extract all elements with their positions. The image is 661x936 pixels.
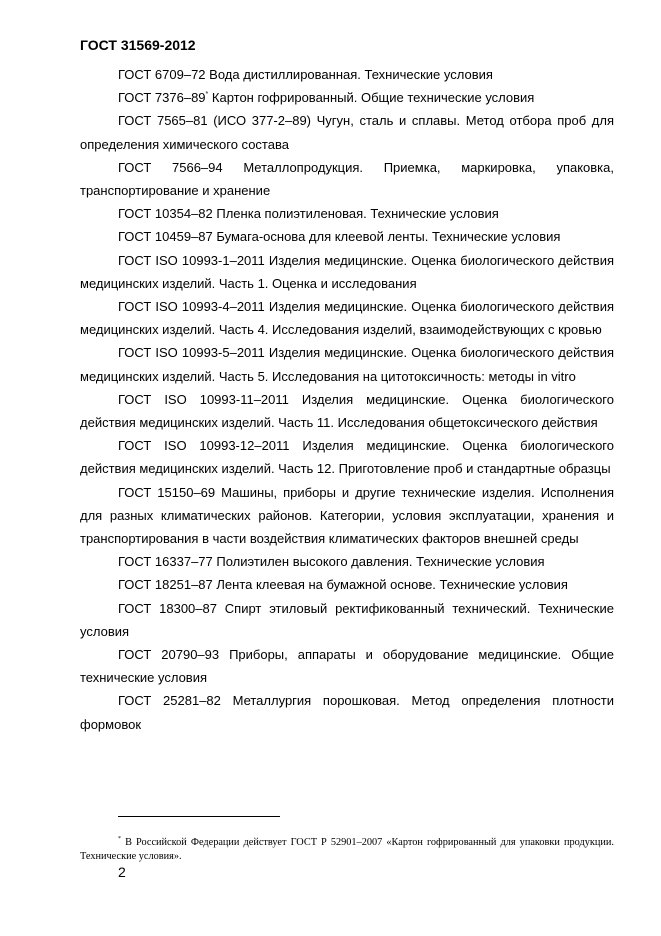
footnote-mark: * [205,90,209,98]
normative-references-list [80,63,614,736]
reference-item: ГОСТ ISO 10993-4–2011 Изделия медицинские. Оценка биологического действия медицинских изделий. Часть 4. Исследования изделий, взаимодействующих с кровью [80,299,614,338]
footnote [80,836,614,863]
page-number: 2 [118,864,126,880]
document-header: ГОСТ 31569-2012 [80,37,196,53]
reference-item: ГОСТ ISO 10993-1–2011 Изделия медицинские. Оценка биологического действия медицинских изделий. Часть 1. Оценка и исследования [80,252,614,291]
reference-item: ГОСТ 6709–72 Вода дистиллированная. Технические условия [118,67,493,82]
footnote-mark: * [118,835,121,842]
footnote-text: В Российской Федерации действует ГОСТ Р 52901–2007 «Картон гофрированный для упаковки продукции. Технические условия». [80,837,614,862]
reference-item: ГОСТ 7565–81 (ИСО 377-2–89) Чугун, сталь и сплавы. Метод отбора проб для определения химического состава [80,113,614,152]
reference-text: ГОСТ 7376–89 [118,90,206,106]
reference-item: ГОСТ 16337–77 Полиэтилен высокого давления. Технические условия [118,554,545,570]
reference-text: Картон гофрированный. Общие технические условия [208,90,535,106]
reference-item: ГОСТ ISO 10993-5–2011 Изделия медицинские. Оценка биологического действия медицинских изделий. Часть 5. Исследования на цитотоксичность: методы in vitro [80,345,614,384]
reference-item: ГОСТ 15150–69 Машины, приборы и другие технические изделия. Исполнения для разных климатических районов. Категории, условия эксплуатации, хранения и транспортирования в части воздействия климатических факторов внешней среды [80,484,614,547]
reference-item [80,86,614,109]
reference-item: ГОСТ 18251–87 Лента клеевая на бумажной основе. Технические условия [118,577,568,593]
reference-item: ГОСТ 10354–82 Пленка полиэтиленовая. Технические условия [118,206,499,222]
reference-item: ГОСТ 20790–93 Приборы, аппараты и оборудование медицинские. Общие технические условия [80,647,614,686]
reference-item: ГОСТ 18300–87 Спирт этиловый ректификованный технический. Технические условия [80,600,614,639]
reference-item: ГОСТ 10459–87 Бумага-основа для клеевой ленты. Технические условия [118,229,561,245]
reference-item: ГОСТ ISO 10993-12–2011 Изделия медицинские. Оценка биологического действия медицинских изделий. Часть 12. Приготовление проб и стандартные образцы [80,438,614,477]
reference-item: ГОСТ 25281–82 Металлургия порошковая. Метод определения плотности формовок [80,693,614,732]
footnote-separator [118,816,280,817]
reference-item: ГОСТ ISO 10993-11–2011 Изделия медицинские. Оценка биологического действия медицинских изделий. Часть 11. Исследования общетоксического действия [80,391,614,431]
reference-item: ГОСТ 7566–94 Металлопродукция. Приемка, маркировка, упаковка, транспортирование и хранение [80,159,614,199]
